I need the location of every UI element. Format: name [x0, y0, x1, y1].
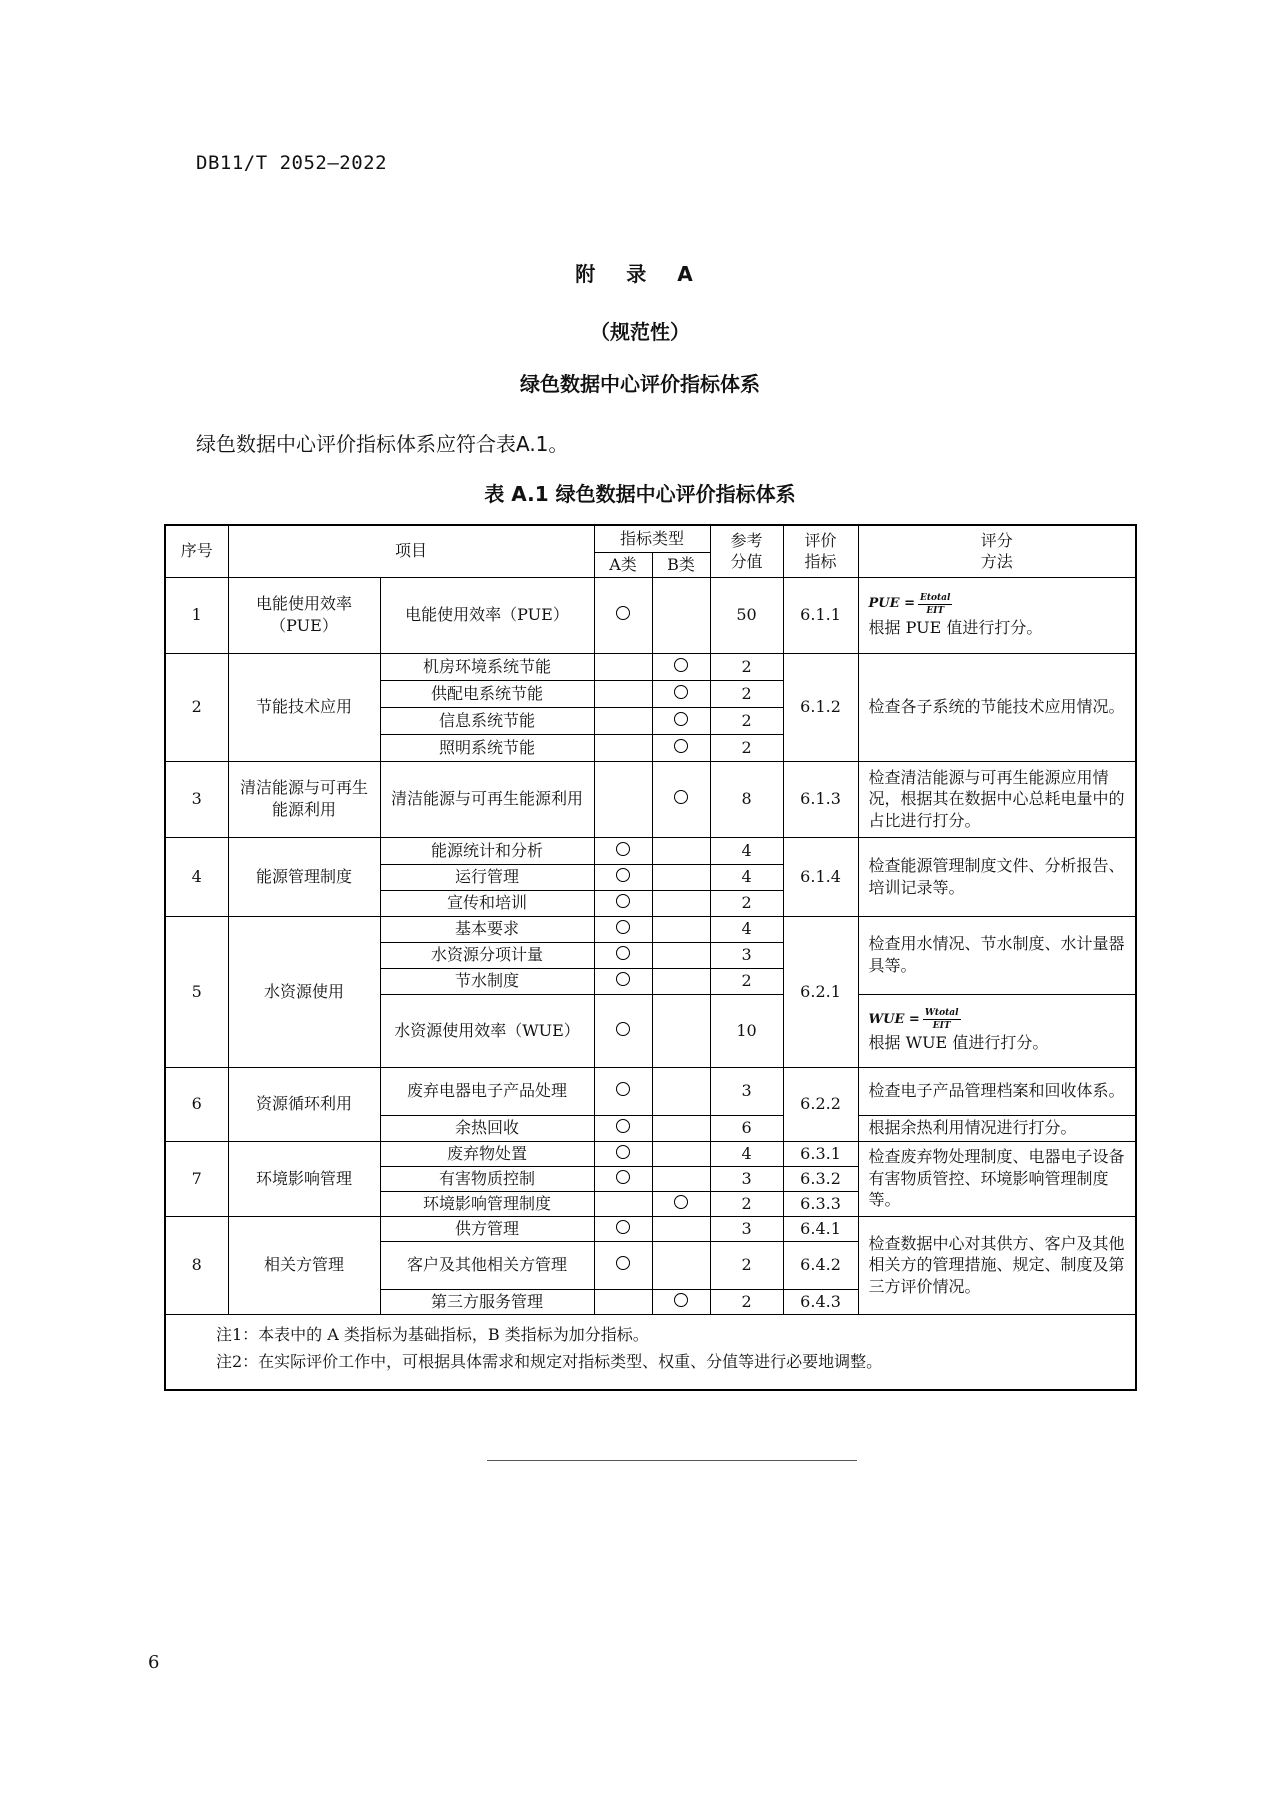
- item-cell: 宣传和培训: [380, 890, 594, 916]
- method-cell: 检查各子系统的节能技术应用情况。: [858, 653, 1136, 761]
- method-cell: 检查清洁能源与可再生能源应用情况，根据其在数据中心总耗电量中的占比进行打分。: [858, 761, 1136, 837]
- item-cell: 客户及其他相关方管理: [380, 1241, 594, 1289]
- circle-mark-icon: [616, 842, 630, 856]
- score-cell: 8: [710, 761, 783, 837]
- score-cell: 50: [710, 577, 783, 653]
- category-cell: 节能技术应用: [228, 653, 380, 761]
- table-row: [165, 1067, 1136, 1115]
- score-cell: 2: [710, 968, 783, 994]
- score-cell: 6: [710, 1115, 783, 1141]
- type-a-cell: [594, 734, 652, 761]
- circle-mark-icon: [674, 1195, 688, 1209]
- score-cell: 4: [710, 864, 783, 890]
- type-a-cell: [594, 1289, 652, 1314]
- score-cell: 3: [710, 1067, 783, 1115]
- item-cell: 照明系统节能: [380, 734, 594, 761]
- seq-cell: 7: [165, 1141, 228, 1216]
- header-type: 指标类型: [594, 525, 710, 552]
- type-b-cell: [652, 968, 710, 994]
- seq-cell: 6: [165, 1067, 228, 1141]
- item-cell: 第三方服务管理: [380, 1289, 594, 1314]
- type-a-cell: [594, 1191, 652, 1216]
- table-note-1: 注1：本表中的 A 类指标为基础指标，B 类指标为加分指标。: [216, 1324, 649, 1344]
- score-cell: 3: [710, 1166, 783, 1191]
- category-cell: 相关方管理: [228, 1216, 380, 1314]
- index-cell: 6.3.2: [783, 1166, 858, 1191]
- type-a-cell: [594, 1115, 652, 1141]
- item-cell: 信息系统节能: [380, 707, 594, 734]
- circle-mark-icon: [616, 1170, 630, 1184]
- circle-mark-icon: [674, 739, 688, 753]
- table-caption: 表 A.1 绿色数据中心评价指标体系: [484, 482, 796, 506]
- type-a-cell: [594, 864, 652, 890]
- footer-divider: [487, 1460, 857, 1461]
- item-cell: 余热回收: [380, 1115, 594, 1141]
- circle-mark-icon: [616, 606, 630, 620]
- item-cell: 水资源分项计量: [380, 942, 594, 968]
- index-cell: 6.1.3: [783, 761, 858, 837]
- type-b-cell: [652, 916, 710, 942]
- type-b-cell: [652, 1241, 710, 1289]
- header-type-a: A类: [594, 552, 652, 577]
- table-row: [165, 837, 1136, 864]
- type-b-cell: [652, 864, 710, 890]
- type-b-cell: [652, 1216, 710, 1241]
- score-cell: 2: [710, 653, 783, 680]
- score-cell: 4: [710, 1141, 783, 1166]
- circle-mark-icon: [616, 946, 630, 960]
- circle-mark-icon: [674, 790, 688, 804]
- method-cell: 检查数据中心对其供方、客户及其他相关方的管理措施、规定、制度及第三方评价情况。: [858, 1216, 1136, 1314]
- item-cell: 废弃物处置: [380, 1141, 594, 1166]
- category-cell: 电能使用效率（PUE）: [228, 577, 380, 653]
- type-a-cell: [594, 994, 652, 1067]
- item-cell: 清洁能源与可再生能源利用: [380, 761, 594, 837]
- index-cell: 6.3.3: [783, 1191, 858, 1216]
- item-cell: 供配电系统节能: [380, 680, 594, 707]
- item-cell: 基本要求: [380, 916, 594, 942]
- type-a-cell: [594, 916, 652, 942]
- type-b-cell: [652, 734, 710, 761]
- wue-formula: WUE = $\frac{\text{Wtotal}}{\text{EIT}}$: [868, 1008, 959, 1032]
- type-b-cell: [652, 1141, 710, 1166]
- index-cell: 6.2.2: [783, 1067, 858, 1141]
- circle-mark-icon: [616, 1082, 630, 1096]
- intro-paragraph: 绿色数据中心评价指标体系应符合表A.1。: [196, 432, 569, 456]
- method-cell: 检查电子产品管理档案和回收体系。: [858, 1067, 1136, 1115]
- type-b-cell: [652, 761, 710, 837]
- type-a-cell: [594, 761, 652, 837]
- pue-formula: PUE = $\frac{\text{Etotal}}{\text{EIT}}$: [868, 592, 951, 616]
- item-cell: 废弃电器电子产品处理: [380, 1067, 594, 1115]
- table-notes: [165, 1314, 1136, 1390]
- type-a-cell: [594, 680, 652, 707]
- type-b-cell: [652, 994, 710, 1067]
- index-cell: 6.2.1: [783, 916, 858, 1067]
- type-a-cell: [594, 968, 652, 994]
- score-cell: 2: [710, 1289, 783, 1314]
- type-b-cell: [652, 680, 710, 707]
- method-cell: PUE = $\frac{\text{Etotal}}{\text{EIT}}$ 根据 PUE 值进行打分。: [858, 577, 1136, 653]
- circle-mark-icon: [674, 658, 688, 672]
- category-cell: 能源管理制度: [228, 837, 380, 916]
- method-cell: 检查用水情况、节水制度、水计量器具等。: [858, 916, 1136, 994]
- index-cell: 6.3.1: [783, 1141, 858, 1166]
- circle-mark-icon: [616, 1119, 630, 1133]
- header-seq: 序号: [165, 525, 228, 577]
- header-method: 评分方法: [858, 525, 1136, 577]
- score-cell: 2: [710, 1241, 783, 1289]
- type-a-cell: [594, 1241, 652, 1289]
- type-a-cell: [594, 653, 652, 680]
- index-cell: 6.1.4: [783, 837, 858, 916]
- document-code: DB11/T 2052—2022: [196, 152, 388, 174]
- item-cell: 运行管理: [380, 864, 594, 890]
- header-eval-index: 评价指标: [783, 525, 858, 577]
- circle-mark-icon: [616, 894, 630, 908]
- type-b-cell: [652, 707, 710, 734]
- table-row: [165, 577, 1136, 653]
- index-cell: 6.1.2: [783, 653, 858, 761]
- circle-mark-icon: [674, 685, 688, 699]
- appendix-name: 绿色数据中心评价指标体系: [520, 372, 760, 396]
- type-a-cell: [594, 890, 652, 916]
- type-a-cell: [594, 837, 652, 864]
- item-cell: 机房环境系统节能: [380, 653, 594, 680]
- table-row: [165, 761, 1136, 837]
- type-a-cell: [594, 1141, 652, 1166]
- table-row: [165, 916, 1136, 942]
- type-b-cell: [652, 1067, 710, 1115]
- item-cell: 环境影响管理制度: [380, 1191, 594, 1216]
- type-a-cell: [594, 1166, 652, 1191]
- header-item: 项目: [228, 525, 594, 577]
- seq-cell: 5: [165, 916, 228, 1067]
- method-cell: 检查废弃物处理制度、电器电子设备有害物质管控、环境影响管理制度等。: [858, 1141, 1136, 1216]
- appendix-kind: （规范性）: [590, 320, 690, 344]
- score-cell: 2: [710, 890, 783, 916]
- circle-mark-icon: [616, 1022, 630, 1036]
- score-cell: 2: [710, 707, 783, 734]
- score-cell: 4: [710, 837, 783, 864]
- score-cell: 3: [710, 942, 783, 968]
- circle-mark-icon: [616, 868, 630, 882]
- appendix-title: 附 录 A: [575, 262, 705, 286]
- type-a-cell: [594, 577, 652, 653]
- score-cell: 4: [710, 916, 783, 942]
- type-b-cell: [652, 1289, 710, 1314]
- circle-mark-icon: [616, 1220, 630, 1234]
- type-a-cell: [594, 1216, 652, 1241]
- category-cell: 资源循环利用: [228, 1067, 380, 1141]
- type-b-cell: [652, 1191, 710, 1216]
- circle-mark-icon: [674, 712, 688, 726]
- item-cell: 能源统计和分析: [380, 837, 594, 864]
- index-cell: 6.4.2: [783, 1241, 858, 1289]
- type-b-cell: [652, 837, 710, 864]
- score-cell: 2: [710, 734, 783, 761]
- header-row: [165, 525, 1136, 552]
- category-cell: 环境影响管理: [228, 1141, 380, 1216]
- type-a-cell: [594, 942, 652, 968]
- seq-cell: 3: [165, 761, 228, 837]
- table-row: [165, 1216, 1136, 1241]
- item-cell: 有害物质控制: [380, 1166, 594, 1191]
- seq-cell: 2: [165, 653, 228, 761]
- score-cell: 10: [710, 994, 783, 1067]
- score-cell: 2: [710, 680, 783, 707]
- type-b-cell: [652, 1166, 710, 1191]
- score-cell: 3: [710, 1216, 783, 1241]
- index-cell: 6.1.1: [783, 577, 858, 653]
- index-cell: 6.4.3: [783, 1289, 858, 1314]
- category-cell: 清洁能源与可再生能源利用: [228, 761, 380, 837]
- table-note-2: 注2：在实际评价工作中，可根据具体需求和规定对指标类型、权重、分值等进行必要地调整。: [216, 1351, 883, 1371]
- header-ref-score: 参考分值: [710, 525, 783, 577]
- item-cell: 水资源使用效率（WUE）: [380, 994, 594, 1067]
- type-b-cell: [652, 890, 710, 916]
- circle-mark-icon: [616, 1145, 630, 1159]
- score-cell: 2: [710, 1191, 783, 1216]
- seq-cell: 4: [165, 837, 228, 916]
- header-type-b: B类: [652, 552, 710, 577]
- seq-cell: 1: [165, 577, 228, 653]
- item-cell: 节水制度: [380, 968, 594, 994]
- evaluation-index-table: [164, 524, 1137, 1391]
- method-cell: 检查能源管理制度文件、分析报告、培训记录等。: [858, 837, 1136, 916]
- type-b-cell: [652, 653, 710, 680]
- circle-mark-icon: [616, 1256, 630, 1270]
- circle-mark-icon: [616, 920, 630, 934]
- item-cell: 供方管理: [380, 1216, 594, 1241]
- method-cell: WUE = $\frac{\text{Wtotal}}{\text{EIT}}$ 根据 WUE 值进行打分。: [858, 994, 1136, 1067]
- notes-row: [165, 1314, 1136, 1390]
- circle-mark-icon: [674, 1293, 688, 1307]
- type-a-cell: [594, 707, 652, 734]
- type-a-cell: [594, 1067, 652, 1115]
- circle-mark-icon: [616, 972, 630, 986]
- category-cell: 水资源使用: [228, 916, 380, 1067]
- type-b-cell: [652, 1115, 710, 1141]
- type-b-cell: [652, 577, 710, 653]
- seq-cell: 8: [165, 1216, 228, 1314]
- table-row: [165, 1141, 1136, 1166]
- index-cell: 6.4.1: [783, 1216, 858, 1241]
- page-number: 6: [148, 1652, 160, 1673]
- method-cell: 根据余热利用情况进行打分。: [858, 1115, 1136, 1141]
- type-b-cell: [652, 942, 710, 968]
- table-row: [165, 653, 1136, 680]
- item-cell: 电能使用效率（PUE）: [380, 577, 594, 653]
